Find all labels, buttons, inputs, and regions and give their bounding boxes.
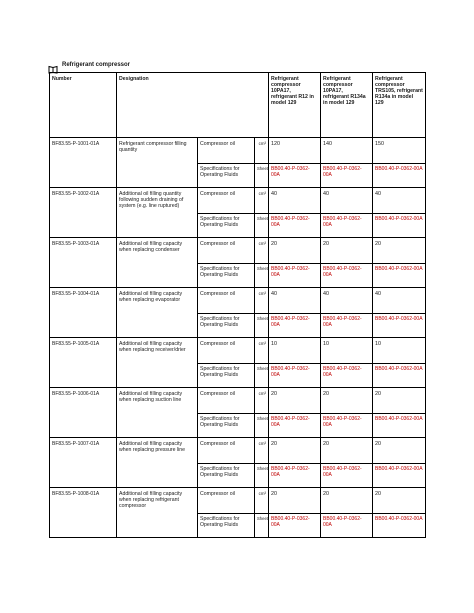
value-10pa17-r12: 20 [269, 238, 321, 264]
row-designation-continued [117, 314, 198, 338]
row-number-continued [50, 464, 117, 488]
spec-link-10pa17-r134a[interactable]: BB00.40-P-0362-00A [323, 366, 362, 378]
table-row [50, 438, 426, 464]
spec-link-10pa17-r134a[interactable]: BB00.40-P-0362-00A [323, 466, 362, 478]
spec-link-trs105-r134a[interactable]: BB00.40-P-0362-00A [375, 466, 423, 472]
row-designation-continued [117, 264, 198, 288]
row-number-continued [50, 514, 117, 538]
value-10pa17-r12: 10 [269, 338, 321, 364]
spec-link-trs105-r134a[interactable]: BB00.40-P-0362-00A [375, 416, 423, 422]
header-designation: Designation [117, 73, 269, 138]
unit-sheet: Sheet [255, 264, 269, 288]
spec-link-10pa17-r12[interactable]: BB00.40-P-0362-00A [271, 366, 310, 378]
compressor-oil-label: Compressor oil [198, 388, 255, 414]
unit-cm3: cm³ [255, 188, 269, 214]
row-designation: Additional oil filling capacity when replacing condenser [117, 238, 198, 264]
spec-operating-fluids-label: Specifications for Operating Fluids [198, 164, 255, 188]
spec-link-trs105-r134a[interactable]: BB00.40-P-0362-00A [375, 166, 423, 172]
value-trs105-r134a: 40 [373, 188, 426, 214]
row-designation: Additional oil filling capacity when replacing refrigerant compressor [117, 488, 198, 514]
unit-cm3: cm³ [255, 438, 269, 464]
row-number-continued [50, 164, 117, 188]
row-number: BF83.55-P-1003-01A [50, 238, 117, 264]
table-row [50, 188, 426, 214]
spec-operating-fluids-label: Specifications for Operating Fluids [198, 214, 255, 238]
unit-cm3: cm³ [255, 488, 269, 514]
filling-capacity-table [49, 72, 426, 538]
value-trs105-r134a: 20 [373, 388, 426, 414]
row-designation: Additional oil filling capacity when replacing evaporator [117, 288, 198, 314]
value-trs105-r134a: 40 [373, 288, 426, 314]
compressor-oil-label: Compressor oil [198, 288, 255, 314]
table-row-spec [50, 514, 426, 538]
row-designation: Additional oil filling capacity when replacing pressure line [117, 438, 198, 464]
spec-operating-fluids-label: Specifications for Operating Fluids [198, 464, 255, 488]
table-row-spec [50, 314, 426, 338]
compressor-oil-label: Compressor oil [198, 438, 255, 464]
table-row-spec [50, 214, 426, 238]
spec-link-10pa17-r12[interactable]: BB00.40-P-0362-00A [271, 516, 310, 528]
table-header-row [50, 73, 426, 138]
table-row-spec [50, 414, 426, 438]
table-row [50, 488, 426, 514]
spec-operating-fluids-label: Specifications for Operating Fluids [198, 264, 255, 288]
unit-sheet: Sheet [255, 464, 269, 488]
unit-cm3: cm³ [255, 388, 269, 414]
compressor-oil-label: Compressor oil [198, 238, 255, 264]
row-number: BF83.55-P-1004-01A [50, 288, 117, 314]
spec-link-trs105-r134a[interactable]: BB00.40-P-0362-00A [375, 266, 423, 272]
spec-link-10pa17-r134a[interactable]: BB00.40-P-0362-00A [323, 516, 362, 528]
row-designation-continued [117, 164, 198, 188]
compressor-oil-label: Compressor oil [198, 488, 255, 514]
unit-cm3: cm³ [255, 338, 269, 364]
spec-link-10pa17-r134a[interactable]: BB00.40-P-0362-00A [323, 316, 362, 328]
row-designation-continued [117, 364, 198, 388]
value-10pa17-r12: 120 [269, 138, 321, 164]
unit-cm3: cm³ [255, 288, 269, 314]
unit-sheet: Sheet [255, 164, 269, 188]
value-trs105-r134a: 20 [373, 488, 426, 514]
value-10pa17-r134a: 20 [321, 238, 373, 264]
row-number: BF83.55-P-1006-01A [50, 388, 117, 414]
value-10pa17-r134a: 20 [321, 438, 373, 464]
row-designation: Refrigerant compressor filling quantity [117, 138, 198, 164]
spec-operating-fluids-label: Specifications for Operating Fluids [198, 514, 255, 538]
row-number: BF83.55-P-1002-01A [50, 188, 117, 214]
unit-sheet: Sheet [255, 514, 269, 538]
value-10pa17-r134a: 20 [321, 488, 373, 514]
row-designation-continued [117, 414, 198, 438]
section-heading [48, 59, 130, 71]
unit-sheet: Sheet [255, 364, 269, 388]
row-designation-continued [117, 214, 198, 238]
row-designation: Additional oil filling capacity when replacing receiver/drier [117, 338, 198, 364]
header-compressor-10pa17-r134a: Refrigerant compressor 10PA17, refrigerant R134a in model 129 [321, 73, 373, 138]
table-row [50, 388, 426, 414]
spec-link-trs105-r134a[interactable]: BB00.40-P-0362-00A [375, 516, 423, 522]
spec-link-trs105-r134a[interactable]: BB00.40-P-0362-00A [375, 316, 423, 322]
value-trs105-r134a: 10 [373, 338, 426, 364]
spec-link-10pa17-r12[interactable]: BB00.40-P-0362-00A [271, 166, 310, 178]
spec-link-10pa17-r134a[interactable]: BB00.40-P-0362-00A [323, 166, 362, 178]
table-row [50, 138, 426, 164]
unit-cm3: cm³ [255, 138, 269, 164]
table-row-spec [50, 464, 426, 488]
unit-cm3: cm³ [255, 238, 269, 264]
spec-link-10pa17-r134a[interactable]: BB00.40-P-0362-00A [323, 416, 362, 428]
header-compressor-10pa17-r12: Refrigerant compressor 10PA17, refrigerant R12 in model 129 [269, 73, 321, 138]
spec-link-10pa17-r134a[interactable]: BB00.40-P-0362-00A [323, 266, 362, 278]
table-row-spec [50, 264, 426, 288]
value-10pa17-r134a: 40 [321, 288, 373, 314]
row-number: BF83.55-P-1005-01A [50, 338, 117, 364]
spec-link-10pa17-r12[interactable]: BB00.40-P-0362-00A [271, 416, 310, 428]
row-number-continued [50, 364, 117, 388]
row-number-continued [50, 414, 117, 438]
row-number: BF83.55-P-1007-01A [50, 438, 117, 464]
spec-link-10pa17-r134a[interactable]: BB00.40-P-0362-00A [323, 216, 362, 228]
spec-link-10pa17-r12[interactable]: BB00.40-P-0362-00A [271, 216, 310, 228]
value-10pa17-r134a: 10 [321, 338, 373, 364]
unit-sheet: Sheet [255, 414, 269, 438]
header-compressor-trs105-r134a: Refrigerant compressor TRS105, refrigerant R134a in model 129 [373, 73, 426, 138]
value-10pa17-r12: 40 [269, 288, 321, 314]
table-row [50, 238, 426, 264]
row-designation-continued [117, 514, 198, 538]
value-10pa17-r12: 20 [269, 388, 321, 414]
unit-sheet: Sheet [255, 214, 269, 238]
value-10pa17-r134a: 20 [321, 388, 373, 414]
row-designation-continued [117, 464, 198, 488]
spec-operating-fluids-label: Specifications for Operating Fluids [198, 314, 255, 338]
value-10pa17-r134a: 40 [321, 188, 373, 214]
spec-link-10pa17-r12[interactable]: BB00.40-P-0362-00A [271, 316, 310, 328]
header-number: Number [50, 73, 117, 138]
value-10pa17-r134a: 140 [321, 138, 373, 164]
row-number: BF83.55-P-1008-01A [50, 488, 117, 514]
table-body [50, 138, 426, 538]
spec-link-10pa17-r12[interactable]: BB00.40-P-0362-00A [271, 266, 310, 278]
value-10pa17-r12: 20 [269, 438, 321, 464]
compressor-oil-label: Compressor oil [198, 188, 255, 214]
compressor-oil-label: Compressor oil [198, 338, 255, 364]
row-number: BF83.55-P-1001-01A [50, 138, 117, 164]
spec-link-trs105-r134a[interactable]: BB00.40-P-0362-00A [375, 366, 423, 372]
table-row [50, 288, 426, 314]
row-designation: Additional oil filling quantity following sudden draining of system (e.g. line ruptured) [117, 188, 198, 214]
unit-sheet: Sheet [255, 314, 269, 338]
table-row [50, 338, 426, 364]
spec-link-10pa17-r12[interactable]: BB00.40-P-0362-00A [271, 466, 310, 478]
value-10pa17-r12: 20 [269, 488, 321, 514]
row-number-continued [50, 214, 117, 238]
row-designation: Additional oil filling capacity when replacing suction line [117, 388, 198, 414]
row-number-continued [50, 264, 117, 288]
value-trs105-r134a: 20 [373, 438, 426, 464]
book-icon [48, 61, 58, 70]
spec-operating-fluids-label: Specifications for Operating Fluids [198, 364, 255, 388]
table-row-spec [50, 364, 426, 388]
row-number-continued [50, 314, 117, 338]
value-10pa17-r12: 40 [269, 188, 321, 214]
value-trs105-r134a: 150 [373, 138, 426, 164]
table-row-spec [50, 164, 426, 188]
spec-link-trs105-r134a[interactable]: BB00.40-P-0362-00A [375, 216, 423, 222]
compressor-oil-label: Compressor oil [198, 138, 255, 164]
value-trs105-r134a: 20 [373, 238, 426, 264]
spec-operating-fluids-label: Specifications for Operating Fluids [198, 414, 255, 438]
section-title: Refrigerant compressor [62, 62, 131, 68]
